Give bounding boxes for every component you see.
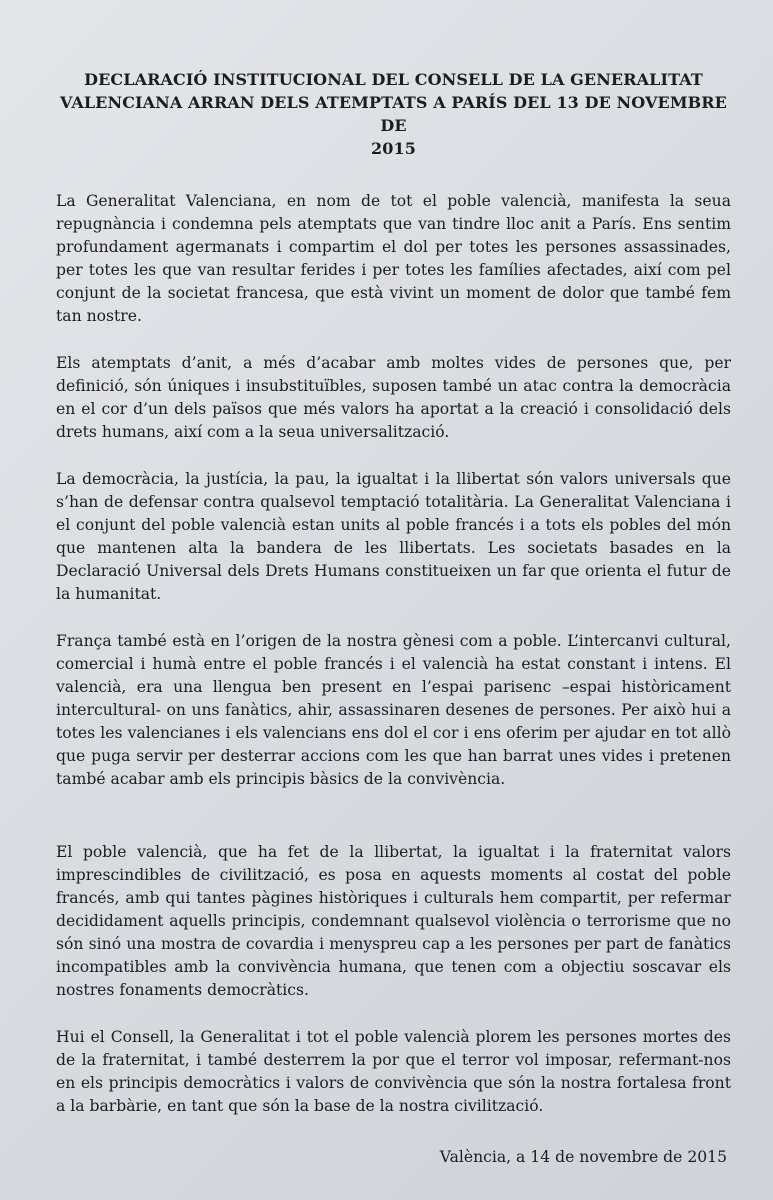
paragraph-2: Els atemptats d’anit, a més d’acabar amb moltes vides de persones que, per definició, són úniques i insubstituïbles, suposen també un atac contra la democràcia en el cor d’un dels països que més valors ha aportat a la creació i consolidació dels drets humans, així com a la seua universalització. xyxy=(56,354,731,441)
title-line: 2015 xyxy=(371,139,416,158)
title-line: VALENCIANA ARRAN DELS ATEMPTATS A PARÍS DEL 13 DE NOVEMBRE DE xyxy=(60,93,727,135)
document-title xyxy=(56,68,731,160)
paragraph-4: França també està en l’origen de la nostra gènesi com a poble. L’intercanvi cultural, comercial i humà entre el poble francés i el valencià ha estat constant i intens. El valencià, era una llengua ben present en l’espai parisenc –espai històricament intercultural- on uns fanàtics, ahir, assassinaren desenes de persones. Per això hui a totes les valencianes i els valencians ens dol el cor i ens oferim per ajudar en tot allò que puga servir per desterrar accions com les que han barrat unes vides i pretenen també acabar amb els principis bàsics de la convivència. xyxy=(56,632,731,788)
title-line: DECLARACIÓ INSTITUCIONAL DEL CONSELL DE LA GENERALITAT xyxy=(84,70,703,89)
signature-date: València, a 14 de novembre de 2015 xyxy=(439,1148,727,1166)
paragraph-3: La democràcia, la justícia, la pau, la igualtat i la llibertat són valors universals que s’han de defensar contra qualsevol temptació totalitària. La Generalitat Valenciana i el conjunt del poble valencià estan units al poble francés i a tots els pobles del món que mantenen alta la bandera de les llibertats. Les societats basades en la Declaració Universal dels Drets Humans constitueixen un far que orienta el futur de la humanitat. xyxy=(56,470,731,603)
paragraph-6: Hui el Consell, la Generalitat i tot el poble valencià plorem les persones mortes des de la fraternitat, i també desterrem la por que el terror vol imposar, refermant-nos en els principis democràtics i valors de convivència que són la nostra fortalesa front a la barbàrie, en tant que són la base de la nostra civilització. xyxy=(56,1028,731,1115)
paragraph-1: La Generalitat Valenciana, en nom de tot el poble valencià, manifesta la seua repugnància i condemna pels atemptats que van tindre lloc anit a París. Ens sentim profundament agermanats i compartim el dol per totes les persones assassinades, per totes les que van resultar ferides i per totes les famílies afectades, així com pel conjunt de la societat francesa, que està vivint un moment de dolor que també fem tan nostre. xyxy=(56,192,731,325)
paragraph-5: El poble valencià, que ha fet de la llibertat, la igualtat i la fraternitat valors imprescindibles de civilització, es posa en aquests moments al costat del poble francés, amb qui tantes pàgines històriques i culturals hem compartit, per refermar decididament aquells principis, condemnant qualsevol violència o terrorisme que no són sinó una mostra de covardia i menyspreu cap a les persones per part de fanàtics incompatibles amb la convivència humana, que tenen com a objectiu soscavar els nostres fonaments democràtics. xyxy=(56,843,731,999)
